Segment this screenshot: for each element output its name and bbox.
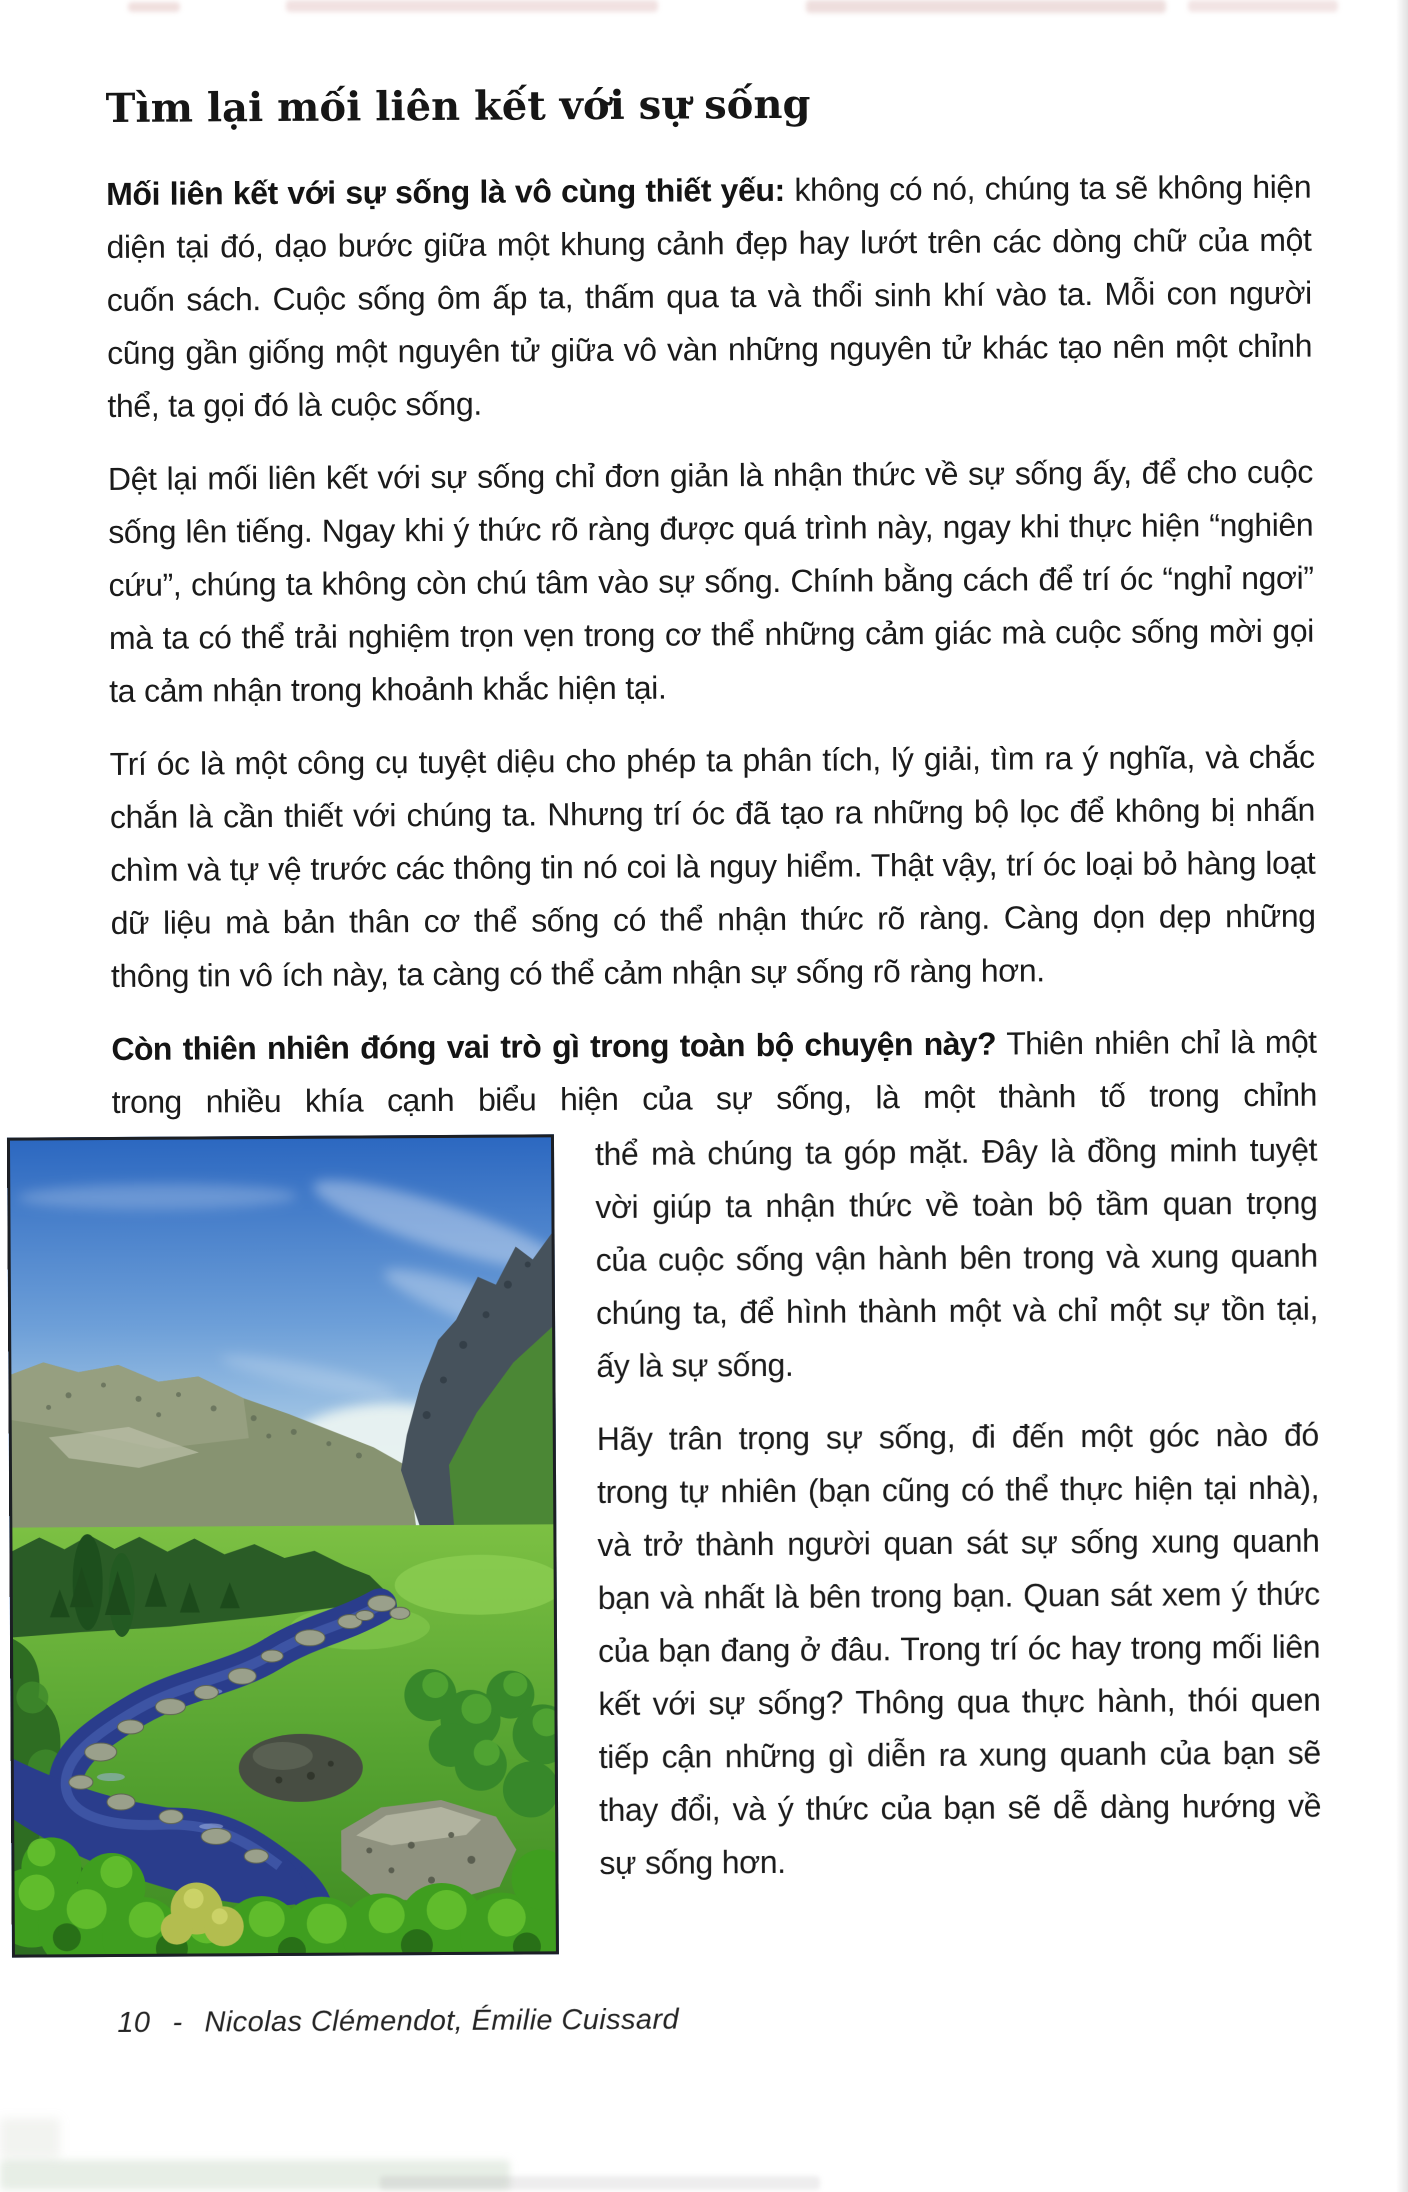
footer-authors: Nicolas Clémendot, Émilie Cuissard (204, 2003, 680, 2039)
page-footer (117, 2000, 1322, 2040)
paragraph-practice: Hãy trân trọng sự sống, đi đến một góc nào đó trong tự nhiên (bạn cũng có thể thực hiện tại nhà), và trở thành người quan sát sự sống xung quanh bạn và nhất là bên trong bạn. Quan sát xem ý thức của bạn đang ở đâu. Trong trí óc hay trong mối liên kết với sự sống? Thông qua thực hành, thói quen tiếp cận những gì diễn ra xung quanh của bạn sẽ thay đổi, và ý thức của bạn sẽ dễ dàng hướng về sự sống hơn. (596, 1416, 1322, 1882)
paragraph-intro-rest: không có nó, chúng ta sẽ không hiện diện tại đó, dạo bước giữa một khung cảnh đẹp hay lướt trên các dòng chữ của một cuốn sách. Cuộc sống ôm ấp ta, thấm qua ta và thổi sinh khí vào ta. Mỗi con người cũng gần giống một nguyên tử giữa vô vàn những nguyên tử khác tạo nên một chỉnh thể, ta gọi đó là cuộc sống. (106, 168, 1313, 425)
paragraph-nature-continued: thể mà chúng ta góp mặt. Đây là đồng minh tuyệt vời giúp ta nhận thức về toàn bộ tầm quan trọng của cuộc sống vận hành bên trong và xung quanh chúng ta, để hình thành một và chỉ một sự tồn tại, ấy là sự sống. (594, 1131, 1319, 1385)
page-number: 10 (117, 2006, 151, 2039)
paragraph-nature-top: Thiên nhiên chỉ là một trong nhiều khía cạnh biểu hiện của sự sống, là một thành tố trong chỉnh (111, 1023, 1317, 1121)
paragraph-nature-question (111, 1016, 1317, 1129)
photo-text-row (7, 1130, 1322, 1958)
footer-separator: - (172, 2006, 183, 2039)
nature-photo (7, 1134, 559, 1957)
paragraph-mind: Trí óc là một công cụ tuyệt diệu cho phép ta phân tích, lý giải, tìm ra ý nghĩa, và chắc chắn là cần thiết với chúng ta. Nhưng trí óc đã tạo ra những bộ lọc để không bị nhấn chìm và tự vệ trước các thông tin nó coi là nguy hiểm. Thật vậy, trí óc loại bỏ hàng loạt dữ liệu mà bản thân cơ thể sống có thể nhận thức rõ ràng. Càng dọn dẹp những thông tin vô ích này, ta càng có thể cảm nhận sự sống rõ ràng hơn. (109, 738, 1316, 995)
text-beside-photo (595, 1130, 1322, 1910)
paragraph-nature-lead: Còn thiên nhiên đóng vai trò gì trong toàn bộ chuyện này? (111, 1025, 997, 1068)
paragraph-weaving: Dệt lại mối liên kết với sự sống chỉ đơn giản là nhận thức về sự sống ấy, để cho cuộc sống lên tiếng. Ngay khi ý thức rõ ràng được quá trình này, ngay khi thực hiện “nghiên cứu”, chúng ta không còn chú tâm vào sự sống. Chính bằng cách để trí óc “nghỉ ngơi” mà ta có thể trải nghiệm trọn vẹn trong cơ thể những cảm giác mà cuộc sống mời gọi ta cảm nhận trong khoảnh khắc hiện tại. (107, 453, 1314, 710)
mountain-valley-stream-image (7, 1134, 559, 1957)
paragraph-intro-lead: Mối liên kết với sự sống là vô cùng thiết yếu: (106, 171, 785, 213)
paragraph-intro (106, 161, 1313, 433)
page-title: Tìm lại mối liên kết với sự sống (105, 80, 811, 133)
